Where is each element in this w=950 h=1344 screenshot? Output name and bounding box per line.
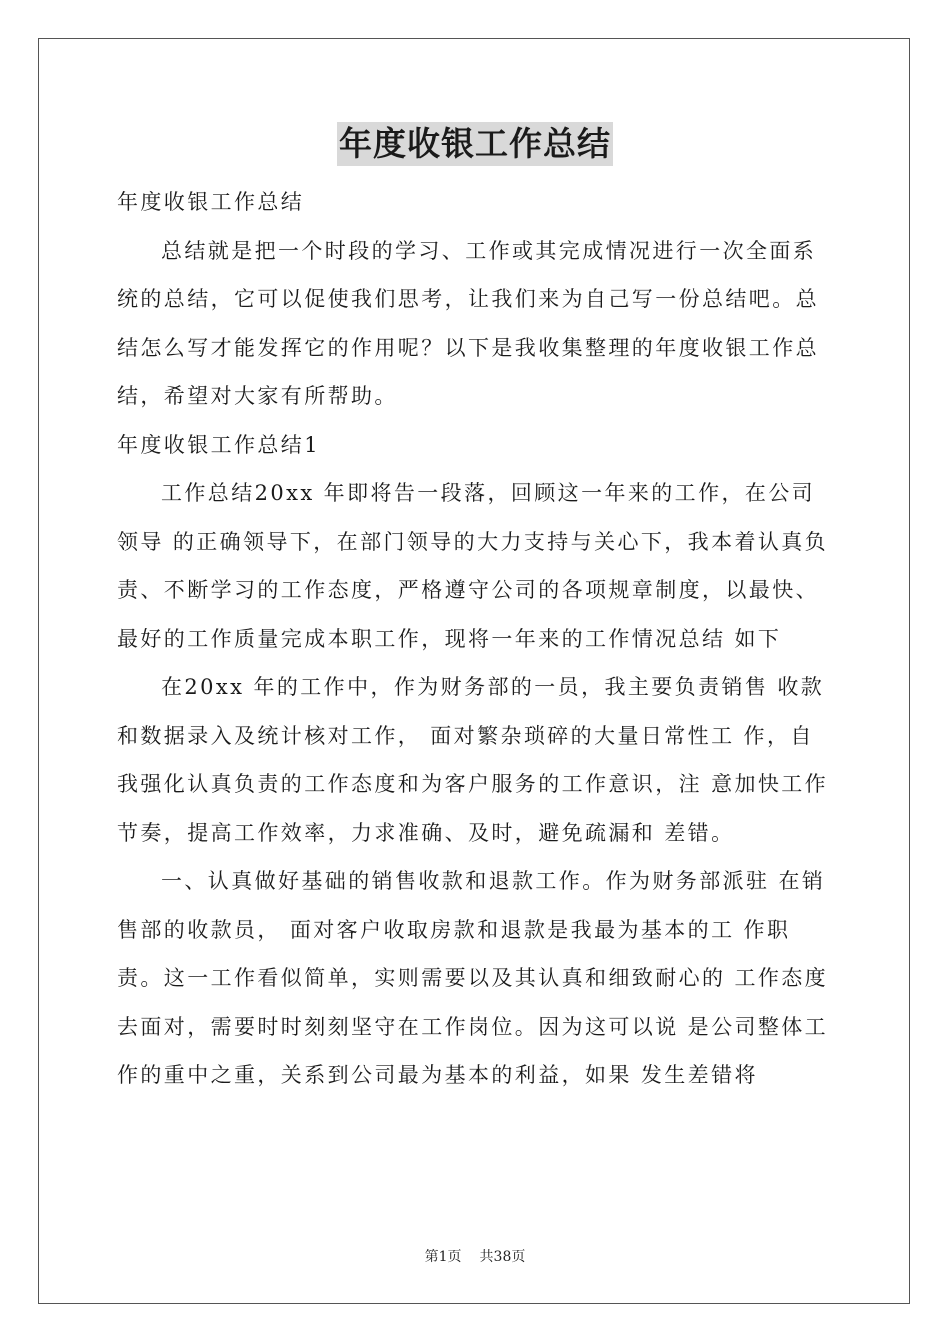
page-number: 第1页 xyxy=(424,1249,462,1265)
page-footer xyxy=(0,1246,950,1266)
body-paragraph-2: 在20xx 年的工作中，作为财务部的一员，我主要负责销售 收款和数据录入及统计核对工作， 面对繁杂琐碎的大量日常性工 作，自我强化认真负责的工作态度和为客户服务的工作意识，注 意加快工作节奏，提高工作效率，力求准确、及时，避免疏漏和 差错。 xyxy=(117,675,829,845)
title-container xyxy=(0,122,950,166)
document-title: 年度收银工作总结 xyxy=(337,122,613,166)
document-subtitle: 年度收银工作总结 xyxy=(117,190,305,214)
intro-paragraph: 总结就是把一个时段的学习、工作或其完成情况进行一次全面系统的总结，它可以促使我们思考，让我们来为自己写一份总结吧。总结怎么写才能发挥它的作用呢？以下是我收集整理的年度收银工作总结，希望对大家有所帮助。 xyxy=(117,238,819,408)
body-paragraph-3: 一、认真做好基础的销售收款和退款工作。作为财务部派驻 在销售部的收款员， 面对客户收取房款和退款是我最为基本的工 作职责。这一工作看似简单，实则需要以及其认真和细致耐心的 工作态度去面对，需要时时刻刻坚守在工作岗位。因为这可以说 是公司整体工作的重中之重，关系到公司最为基本的利益，如果 发生差错将 xyxy=(117,869,829,1087)
body-paragraph-1: 工作总结20xx 年即将告一段落，回顾这一年来的工作，在公司领导 的正确领导下，在部门领导的大力支持与关心下，我本着认真负 责、不断学习的工作态度，严格遵守公司的各项规章制度，以最快、最好的工作质量完成本职工作，现将一年来的工作情况总结 如下 xyxy=(117,481,829,651)
section-heading: 年度收银工作总结1 xyxy=(117,432,320,457)
document-body xyxy=(117,178,835,1100)
page-total: 共38页 xyxy=(479,1249,526,1265)
